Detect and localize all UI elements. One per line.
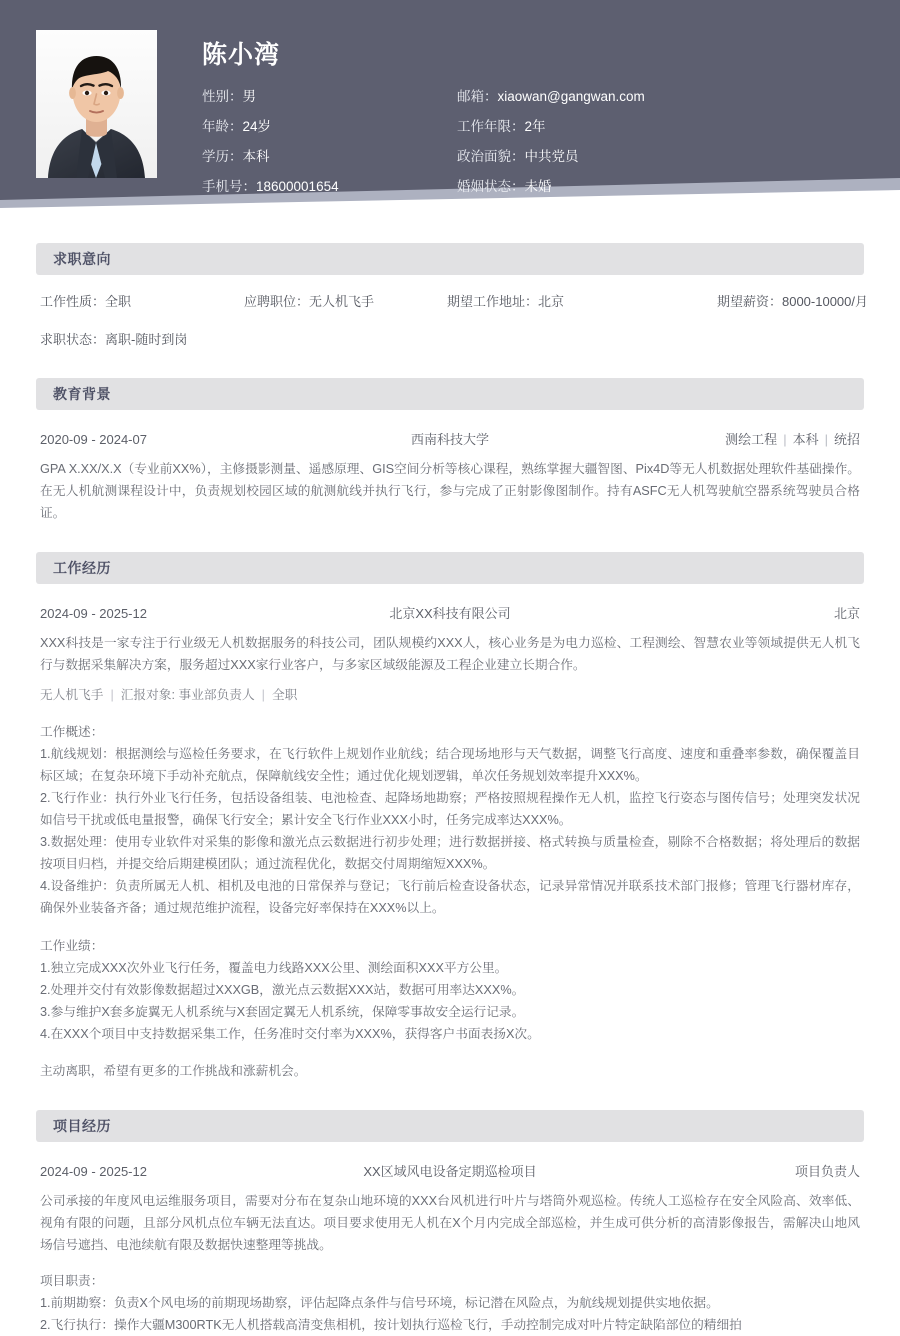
meta-divider: | xyxy=(110,688,114,702)
field-phone: 手机号：18600001654 xyxy=(202,179,339,194)
project-entry-head xyxy=(40,1161,860,1180)
candidate-name: 陈小湾 xyxy=(202,41,281,69)
education-degree: 本科 xyxy=(792,432,819,447)
work-date-range: 2024-09 - 2025-12 xyxy=(40,606,147,621)
work-company-name: 北京XX科技有限公司 xyxy=(389,606,511,621)
section-body-work xyxy=(36,603,864,1082)
identity-block xyxy=(202,30,900,196)
project-duty-block xyxy=(40,1270,860,1336)
work-role-title: 无人机飞手 xyxy=(40,688,104,702)
education-school-name: 西南科技大学 xyxy=(410,432,489,447)
section-body-job-intention xyxy=(36,292,868,350)
work-employment-type: 全职 xyxy=(271,688,298,702)
field-email: 邮箱：xiaowan@gangwan.com xyxy=(457,89,645,104)
meta-divider: | xyxy=(261,688,265,702)
section-header-education xyxy=(36,378,864,410)
project-date-range: 2024-09 - 2025-12 xyxy=(40,1164,147,1179)
field-gender: 性别：男 xyxy=(202,89,256,104)
section-header-work xyxy=(36,552,864,584)
work-report-to: 汇报对象: 事业部负责人 xyxy=(120,688,255,702)
work-leave-note: 主动离职，希望有更多的工作挑战和涨薪机会。 xyxy=(40,1064,307,1078)
section-title-education: 教育背景 xyxy=(53,386,111,402)
field-target-location: 期望工作地址：北京 xyxy=(447,294,565,309)
field-political-status: 政治面貌：中共党员 xyxy=(457,149,579,164)
section-body-education xyxy=(36,429,864,524)
work-role-line xyxy=(40,685,860,705)
work-overview-block xyxy=(40,721,860,919)
section-title-job-intention: 求职意向 xyxy=(53,251,111,267)
section-title-project: 项目经历 xyxy=(53,1118,111,1134)
education-date-range: 2020-09 - 2024-07 xyxy=(40,432,147,447)
field-target-position: 应聘职位：无人机飞手 xyxy=(244,294,375,309)
section-title-work: 工作经历 xyxy=(53,560,111,576)
work-achievement-block xyxy=(40,935,860,1045)
resume-header xyxy=(0,0,900,210)
work-overview-item: 1.航线规划：根据测绘与巡检任务要求，在飞行软件上规划作业航线；结合现场地形与天气数据，调整飞行高度、速度和重叠率参数，确保覆盖目标区域；在复杂环境下手动补充航点，保障航线安全性；通过优化规划逻辑，单次任务规划效率提升XXX%。 xyxy=(40,747,860,783)
work-achievement-label: 工作业绩： xyxy=(40,939,104,953)
field-experience-years: 工作年限：2年 xyxy=(457,119,546,134)
resume-body xyxy=(0,243,900,1336)
field-degree: 学历：本科 xyxy=(202,149,270,164)
field-marital-status: 婚姻状态：未婚 xyxy=(457,179,552,194)
avatar xyxy=(36,30,157,178)
job-intention-row-1 xyxy=(40,292,868,312)
work-company-intro: XXX科技是一家专注于行业级无人机数据服务的科技公司，团队规模约XXX人，核心业务是为电力巡检、工程测绘、智慧农业等领域提供无人机飞行与数据采集解决方案，服务超过XXX家行业客户，与多家区域级能源及工程企业建立长期合作。 xyxy=(40,636,860,672)
field-job-type: 工作性质：全职 xyxy=(40,294,132,309)
education-entry-head xyxy=(40,429,860,448)
work-location: 北京 xyxy=(833,606,860,621)
work-overview-item: 2.飞行作业：执行外业飞行任务，包括设备组装、电池检查、起降场地勘察；严格按照规程操作无人机，监控飞行姿态与图传信号；处理突发状况如信号干扰或低电量报警，确保飞行安全；累计安全飞行作业XXX小时，任务完成率达XXX%。 xyxy=(40,791,860,827)
project-background: 公司承接的年度风电运维服务项目，需要对分布在复杂山地环境的XXX台风机进行叶片与塔筒外观巡检。传统人工巡检存在安全风险高、效率低、视角有限的问题，且部分风机点位车辆无法直达。项目要求使用无人机在X个月内完成全部巡检，并生成可供分析的高清影像报告，需解决山地风场信号遮挡、电池续航有限及数据快速整理等挑战。 xyxy=(40,1194,860,1252)
work-achievement-item: 1.独立完成XXX次外业飞行任务，覆盖电力线路XXX公里、测绘面积XXX平方公里。 xyxy=(40,961,508,975)
section-body-project xyxy=(36,1161,864,1336)
education-major: 测绘工程 xyxy=(725,432,778,447)
section-header-project xyxy=(36,1110,864,1142)
work-entry-head xyxy=(40,603,860,622)
meta-divider: | xyxy=(824,432,828,447)
identity-fields xyxy=(202,88,864,196)
work-overview-item: 4.设备维护：负责所属无人机、相机及电池的日常保养与登记；飞行前后检查设备状态，记录异常情况并联系技术部门报修；管理飞行器材库存，确保外业装备齐备；通过规范维护流程，设备完好率保持在XXX%以上。 xyxy=(40,879,860,915)
work-achievement-item: 2.处理并交付有效影像数据超过XXXGB，激光点云数据XXX站，数据可用率达XXX%。 xyxy=(40,983,525,997)
project-duty-item: 1.前期勘察：负责X个风电场的前期现场勘察，评估起降点条件与信号环境，标记潜在风险点，为航线规划提供实地依据。 xyxy=(40,1296,719,1310)
work-overview-item: 3.数据处理：使用专业软件对采集的影像和激光点云数据进行初步处理；进行数据拼接、格式转换与质量检查，剔除不合格数据；将处理后的数据按项目归档，并提交给后期建模团队；通过流程优化，数据交付周期缩短XXX%。 xyxy=(40,835,860,871)
project-duty-item: 2.飞行执行：操作大疆M300RTK无人机搭载高清变焦相机，按计划执行巡检飞行，手动控制完成对叶片特定缺陷部位的精细拍 xyxy=(40,1318,742,1332)
project-name: XX区域风电设备定期巡检项目 xyxy=(363,1164,537,1179)
work-achievement-item: 3.参与维护X套多旋翼无人机系统与X套固定翼无人机系统，保障零事故安全运行记录。 xyxy=(40,1005,525,1019)
section-header-job-intention xyxy=(36,243,864,275)
field-job-seeking-status: 求职状态：离职-随时到岗 xyxy=(40,332,188,347)
work-overview-label: 工作概述： xyxy=(40,725,104,739)
field-age: 年龄：24岁 xyxy=(202,119,272,134)
field-expected-salary: 期望薪资：8000-10000/月 xyxy=(716,294,868,309)
job-intention-row-2 xyxy=(40,330,860,350)
education-meta xyxy=(560,429,860,448)
meta-divider: | xyxy=(783,432,787,447)
education-admission-type: 统招 xyxy=(833,432,860,447)
work-achievement-item: 4.在XXX个项目中支持数据采集工作，任务准时交付率为XXX%，获得客户书面表扬X次。 xyxy=(40,1027,540,1041)
project-duty-label: 项目职责： xyxy=(40,1274,104,1288)
project-role: 项目负责人 xyxy=(794,1164,860,1179)
education-description: GPA X.XX/X.X（专业前XX%），主修摄影测量、遥感原理、GIS空间分析等核心课程，熟练掌握大疆智图、Pix4D等无人机数据处理软件基础操作。在无人机航测课程设计中，负责规划校园区域的航测航线并执行飞行，参与完成了正射影像图制作。持有ASFC无人机驾驶航空器系统驾驶员合格证。 xyxy=(40,462,860,520)
